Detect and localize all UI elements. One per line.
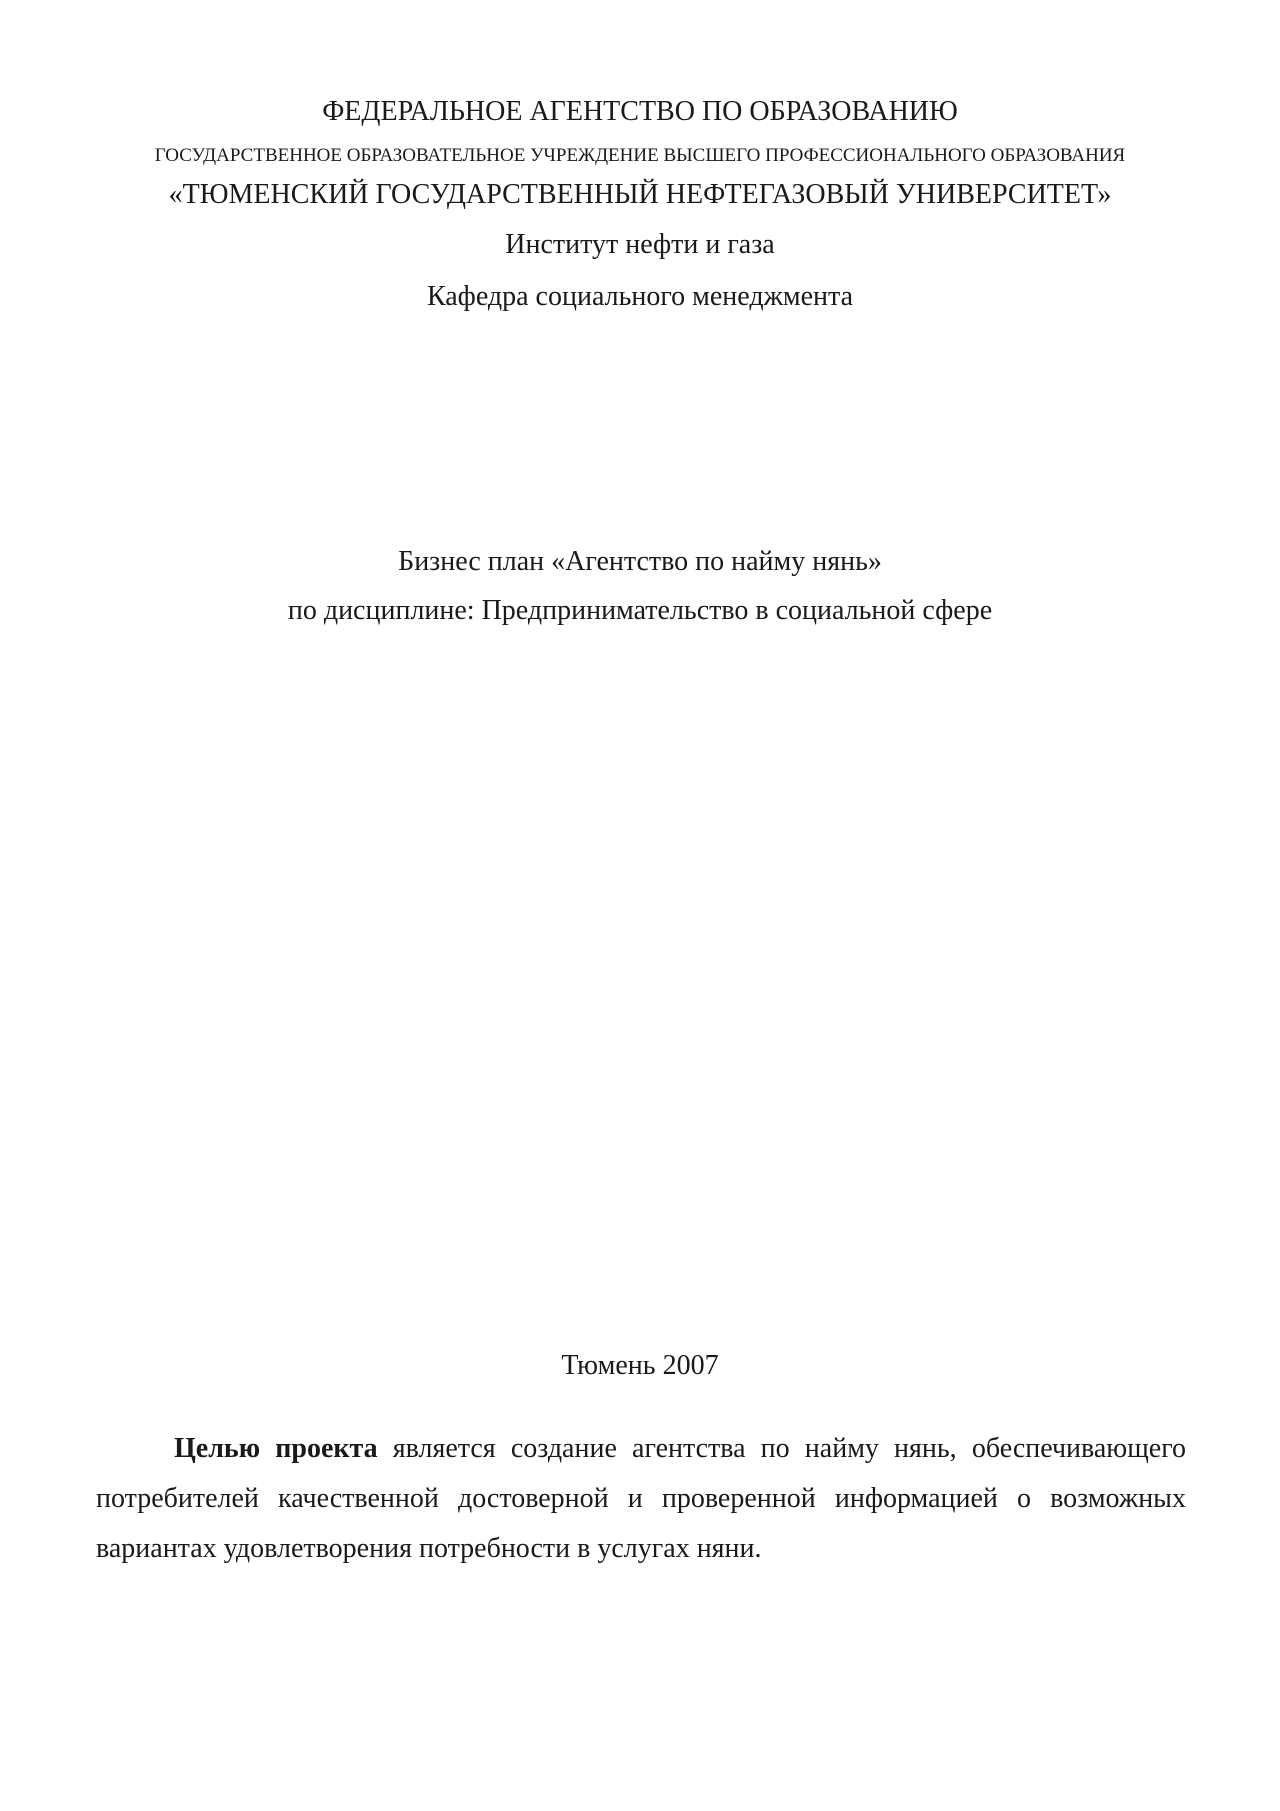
document-title: Бизнес план «Агентство по найму нянь» [398,546,882,577]
project-goal-lead: Целью проекта [174,1433,378,1464]
university-name: «ТЮМЕНСКИЙ ГОСУДАРСТВЕННЫЙ НЕФТЕГАЗОВЫЙ УНИВЕРСИТЕТ» [168,179,1112,210]
discipline-line: по дисциплине: Предпринимательство в социальной сфере [287,595,993,626]
project-goal-text: является создание агентства по найму нянь, обеспечивающего потребителей качественной достоверной и проверенной информацией о возможных вариантах удовлетворения потребности в услугах няни. [96,1433,1187,1564]
agency-name: ФЕДЕРАЛЬНОЕ АГЕНТСТВО ПО ОБРАЗОВАНИЮ [322,96,958,127]
city-year: Тюмень 2007 [561,1350,719,1381]
institution-name: ГОСУДАРСТВЕННОЕ ОБРАЗОВАТЕЛЬНОЕ УЧРЕЖДЕНИЕ ВЫСШЕГО ПРОФЕССИОНАЛЬНОГО ОБРАЗОВАНИЯ [154,145,1126,166]
project-goal-paragraph [96,1424,1186,1574]
department-name: Кафедра социального менеджмента [426,281,854,312]
institute-name: Институт нефти и газа [505,229,775,260]
